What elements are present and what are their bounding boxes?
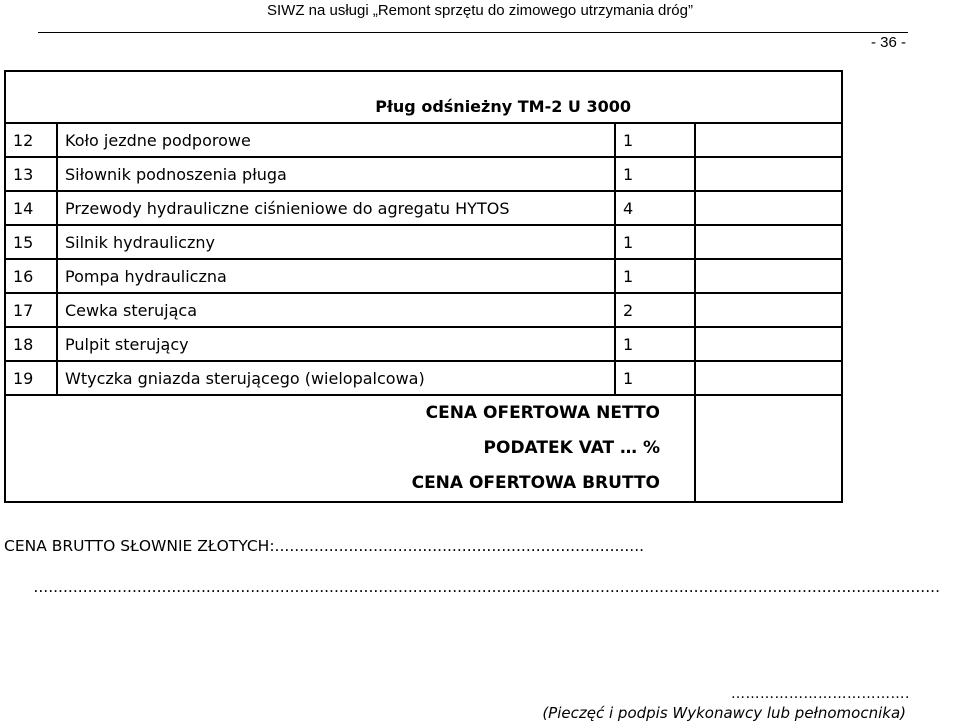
row-name: Cewka sterująca (57, 293, 615, 327)
page-header (0, 0, 960, 40)
totals-value-cell[interactable] (695, 395, 842, 502)
row-name: Przewody hydrauliczne ciśnieniowe do agregatu HYTOS (57, 191, 615, 225)
row-quantity: 4 (615, 191, 695, 225)
table-row (5, 191, 842, 225)
table-row (5, 327, 842, 361)
row-number: 12 (5, 123, 57, 157)
row-quantity: 2 (615, 293, 695, 327)
header-rule (38, 32, 908, 33)
row-quantity: 1 (615, 157, 695, 191)
row-number: 19 (5, 361, 57, 395)
page-number: - 36 - (870, 34, 906, 51)
row-name: Wtyczka gniazda sterującego (wielopalcowa) (57, 361, 615, 395)
table-title-row (5, 71, 842, 123)
brutto-in-words: CENA BRUTTO SŁOWNIE ZŁOTYCH:........................................................................... (4, 537, 645, 555)
parts-table (4, 70, 843, 503)
row-name: Pulpit sterujący (57, 327, 615, 361)
row-quantity: 1 (615, 225, 695, 259)
netto-label: CENA OFERTOWA NETTO (425, 403, 660, 423)
totals-labels (5, 395, 695, 502)
row-name: Siłownik podnoszenia pługa (57, 157, 615, 191)
row-quantity: 1 (615, 327, 695, 361)
row-quantity: 1 (615, 259, 695, 293)
row-number: 15 (5, 225, 57, 259)
row-quantity: 1 (615, 361, 695, 395)
row-price-cell[interactable] (695, 259, 842, 293)
row-price-cell[interactable] (695, 191, 842, 225)
table-row (5, 293, 842, 327)
row-price-cell[interactable] (695, 327, 842, 361)
signature-caption: (Pieczęć i podpis Wykonawcy lub pełnomocnika) (542, 704, 906, 722)
row-number: 17 (5, 293, 57, 327)
totals-row (5, 395, 842, 502)
row-number: 18 (5, 327, 57, 361)
row-name: Koło jezdne podporowe (57, 123, 615, 157)
vat-label: PODATEK VAT … % (483, 438, 660, 458)
table-row (5, 123, 842, 157)
row-number: 16 (5, 259, 57, 293)
table-title: Pług odśnieżny TM-2 U 3000 (5, 71, 842, 123)
brutto-label: CENA OFERTOWA BRUTTO (411, 473, 660, 493)
row-price-cell[interactable] (695, 157, 842, 191)
table-row (5, 225, 842, 259)
table-row (5, 361, 842, 395)
table-row (5, 259, 842, 293)
row-number: 14 (5, 191, 57, 225)
row-name: Silnik hydrauliczny (57, 225, 615, 259)
fill-in-line: ........................................................................................................................................................................................ (33, 578, 940, 596)
row-name: Pompa hydrauliczna (57, 259, 615, 293)
row-number: 13 (5, 157, 57, 191)
row-quantity: 1 (615, 123, 695, 157)
row-price-cell[interactable] (695, 225, 842, 259)
row-price-cell[interactable] (695, 123, 842, 157)
document-title: SIWZ na usługi „Remont sprzętu do zimowego utrzymania dróg” (266, 2, 693, 19)
row-price-cell[interactable] (695, 361, 842, 395)
signature-line: ………………………………. (731, 686, 910, 702)
table-row (5, 157, 842, 191)
row-price-cell[interactable] (695, 293, 842, 327)
